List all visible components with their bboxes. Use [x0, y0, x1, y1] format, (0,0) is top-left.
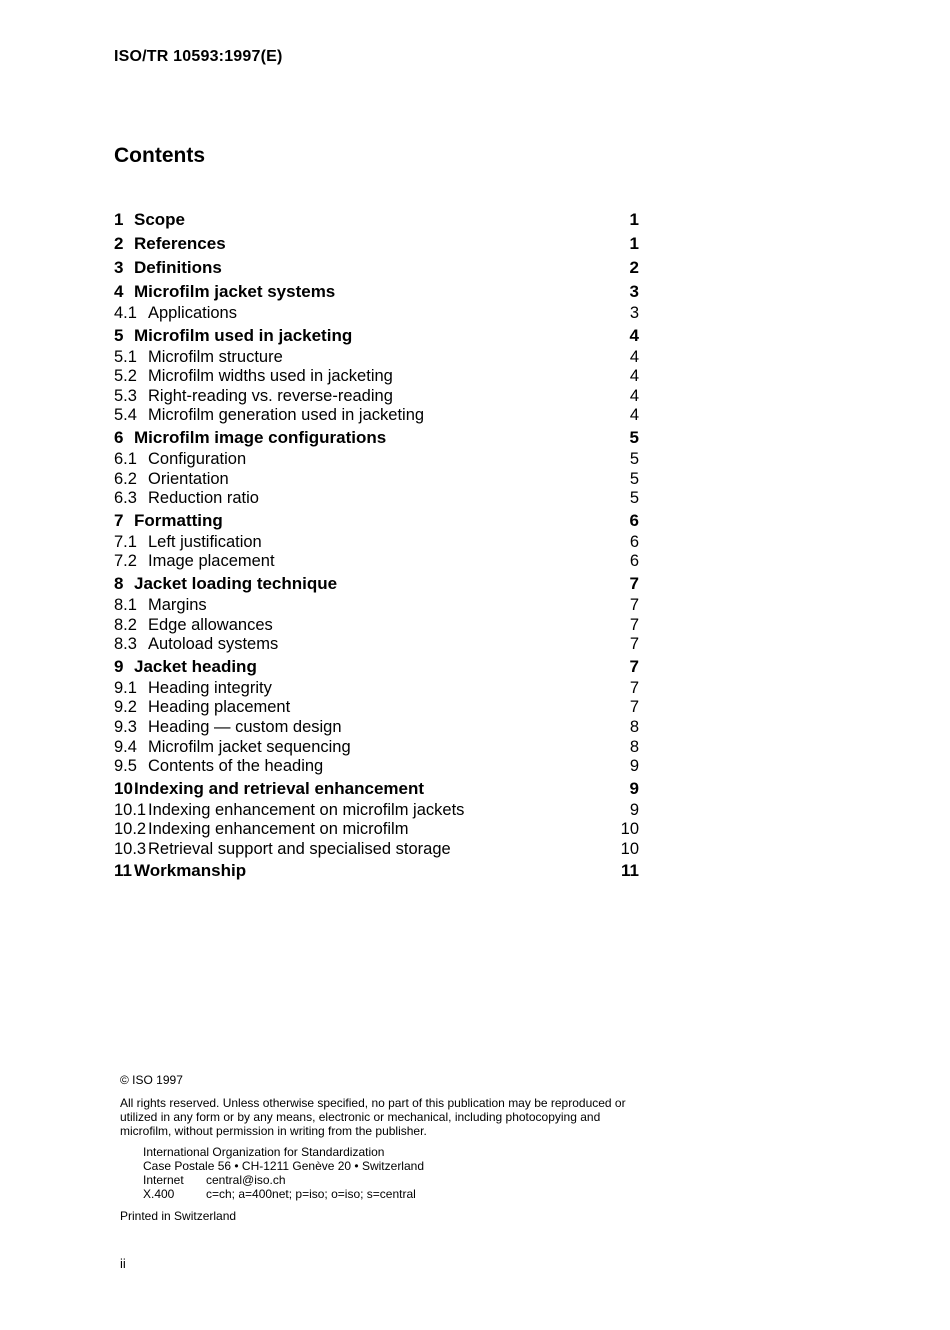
toc-entry-page: 6	[629, 510, 639, 530]
toc-entry-title	[114, 635, 278, 655]
toc-subsection-entry	[114, 489, 639, 509]
toc-subsection-entry	[114, 801, 639, 821]
printed-in: Printed in Switzerland	[120, 1209, 237, 1223]
toc-entry-number: 9.1	[114, 678, 137, 697]
toc-entry-number: 5.4	[114, 406, 137, 425]
toc-entry-page: 6	[629, 552, 639, 571]
toc-entry-number: 8.3	[114, 635, 137, 654]
toc-entry-page: 3	[629, 282, 639, 301]
toc-entry-number: 5.1	[114, 347, 137, 366]
toc-entry-number: 9.4	[114, 737, 137, 756]
toc-entry-page: 7	[629, 635, 639, 654]
toc-entry-label: Edge allowances	[148, 615, 273, 634]
toc-subsection-entry	[114, 450, 639, 470]
toc-entry-label: Formatting	[134, 510, 223, 530]
toc-subsection-entry	[114, 679, 639, 699]
toc-entry-number: 7	[114, 510, 124, 530]
toc-entry-title	[114, 801, 464, 821]
toc-entry-title	[114, 840, 451, 860]
toc-entry-title	[114, 655, 257, 679]
toc-entry-page: 4	[629, 347, 639, 366]
x400-label: X.400	[143, 1187, 175, 1201]
toc-subsection-entry	[114, 406, 639, 426]
toc-entry-label: Heading — custom design	[148, 717, 342, 736]
toc-section-entry	[114, 655, 639, 679]
organization-name: International Organization for Standardization	[143, 1145, 385, 1159]
toc-subsection-entry	[114, 840, 639, 860]
toc-entry-label: Microfilm used in jacketing	[134, 325, 353, 345]
toc-subsection-entry	[114, 616, 639, 636]
toc-entry-number: 10	[114, 778, 133, 798]
toc-subsection-entry	[114, 596, 639, 616]
toc-entry-title	[114, 777, 424, 801]
toc-subsection-entry	[114, 470, 639, 490]
toc-entry-title	[114, 450, 246, 470]
toc-entry-page: 10	[620, 820, 639, 839]
toc-entry-page: 5	[629, 427, 639, 447]
toc-entry-label: Heading integrity	[148, 678, 272, 697]
toc-entry-label: Microfilm structure	[148, 347, 283, 366]
toc-entry-number: 7.2	[114, 552, 137, 571]
toc-entry-page: 7	[629, 595, 639, 614]
toc-entry-page: 3	[629, 304, 639, 322]
toc-entry-label: Retrieval support and specialised storage	[148, 839, 451, 858]
toc-entry-page: 7	[629, 698, 639, 717]
toc-subsection-entry	[114, 304, 639, 324]
toc-entry-label: Scope	[134, 210, 186, 229]
toc-entry-label: Autoload systems	[148, 635, 279, 654]
toc-entry-label: Microfilm widths used in jacketing	[148, 367, 393, 386]
table-of-contents	[114, 208, 639, 883]
toc-entry-title	[114, 208, 185, 232]
toc-entry-page: 4	[629, 406, 639, 425]
x400-row	[143, 1187, 650, 1201]
toc-entry-number: 9	[114, 656, 124, 676]
toc-entry-page: 9	[629, 800, 639, 819]
toc-entry-title	[114, 367, 393, 387]
toc-subsection-entry	[114, 533, 639, 553]
toc-entry-number: 10.2	[114, 820, 147, 839]
x400-value: c=ch; a=400net; p=iso; o=iso; s=central	[206, 1187, 416, 1201]
toc-entry-title	[114, 552, 275, 572]
toc-entry-title	[114, 387, 393, 407]
toc-subsection-entry	[114, 820, 639, 840]
toc-entry-label: Microfilm jacket systems	[134, 282, 336, 301]
toc-section-entry	[114, 208, 639, 232]
toc-entry-title	[114, 757, 323, 777]
toc-entry-page: 4	[629, 367, 639, 386]
toc-subsection-entry	[114, 698, 639, 718]
internet-label: Internet	[143, 1173, 184, 1187]
toc-entry-page: 10	[620, 839, 639, 858]
toc-entry-label: Jacket loading technique	[134, 573, 338, 593]
toc-entry-page: 8	[629, 737, 639, 756]
toc-subsection-entry	[114, 348, 639, 368]
toc-entry-number: 7.1	[114, 532, 137, 551]
toc-entry-title	[114, 324, 352, 348]
toc-section-entry	[114, 324, 639, 348]
toc-section-entry	[114, 256, 639, 280]
toc-entry-number: 9.2	[114, 698, 137, 717]
toc-entry-number: 6	[114, 427, 124, 447]
toc-entry-label: References	[134, 234, 226, 253]
toc-entry-label: Contents of the heading	[148, 757, 324, 776]
toc-entry-title	[114, 426, 386, 450]
toc-entry-title	[114, 509, 223, 533]
toc-entry-label: Workmanship	[134, 861, 247, 881]
toc-entry-page: 4	[629, 386, 639, 405]
toc-entry-number: 6.1	[114, 449, 137, 468]
toc-subsection-entry	[114, 367, 639, 387]
toc-entry-title	[114, 718, 342, 738]
toc-entry-label: Definitions	[134, 258, 222, 277]
toc-entry-title	[114, 679, 272, 699]
toc-section-entry	[114, 859, 639, 883]
toc-entry-label: Configuration	[148, 449, 247, 468]
toc-entry-number: 8	[114, 573, 124, 593]
toc-entry-page: 2	[629, 258, 639, 277]
toc-entry-page: 9	[629, 757, 639, 776]
toc-entry-label: Jacket heading	[134, 656, 257, 676]
toc-entry-number: 1	[114, 210, 124, 229]
toc-entry-number: 9.3	[114, 717, 137, 736]
contents-title: Contents	[114, 144, 205, 167]
toc-entry-label: Microfilm jacket sequencing	[148, 737, 351, 756]
toc-entry-title	[114, 616, 273, 636]
toc-entry-number: 4.1	[114, 304, 137, 322]
toc-entry-page: 5	[629, 449, 639, 468]
toc-entry-label: Indexing enhancement on microfilm jackets	[148, 800, 465, 819]
toc-entry-number: 2	[114, 234, 124, 253]
toc-entry-title	[114, 859, 246, 883]
toc-entry-title	[114, 738, 351, 758]
toc-entry-label: Heading placement	[148, 698, 291, 717]
toc-entry-label: Microfilm image configurations	[134, 427, 387, 447]
toc-section-entry	[114, 509, 639, 533]
toc-entry-title	[114, 489, 259, 509]
toc-entry-number: 11	[114, 861, 132, 881]
toc-entry-page: 8	[629, 717, 639, 736]
toc-entry-label: Indexing enhancement on microfilm	[148, 820, 409, 839]
internet-row	[143, 1173, 650, 1187]
toc-entry-page: 5	[629, 489, 639, 508]
toc-entry-number: 3	[114, 258, 124, 277]
toc-section-entry	[114, 572, 639, 596]
copyright-block	[120, 1073, 650, 1223]
toc-entry-number: 10.1	[114, 800, 147, 819]
toc-entry-page: 11	[621, 861, 639, 881]
toc-section-entry	[114, 426, 639, 450]
toc-subsection-entry	[114, 757, 639, 777]
toc-section-entry	[114, 232, 639, 256]
toc-entry-title	[114, 572, 337, 596]
toc-entry-title	[114, 698, 290, 718]
toc-section-entry	[114, 777, 639, 801]
toc-entry-label: Right-reading vs. reverse-reading	[148, 386, 393, 405]
toc-entry-number: 8.2	[114, 615, 137, 634]
toc-entry-page: 1	[629, 210, 639, 229]
toc-entry-label: Margins	[148, 595, 207, 614]
toc-entry-number: 5	[114, 325, 124, 345]
toc-entry-number: 5.3	[114, 386, 137, 405]
toc-entry-title	[114, 304, 237, 324]
toc-entry-page: 4	[629, 325, 639, 345]
toc-entry-page: 9	[629, 778, 639, 798]
toc-entry-label: Applications	[148, 304, 237, 322]
toc-entry-label: Indexing and retrieval enhancement	[134, 778, 425, 798]
toc-entry-number: 6.3	[114, 489, 137, 508]
toc-entry-number: 8.1	[114, 595, 137, 614]
toc-entry-title	[114, 406, 424, 426]
toc-entry-title	[114, 232, 226, 256]
toc-entry-page: 7	[629, 678, 639, 697]
toc-subsection-entry	[114, 387, 639, 407]
document-id: ISO/TR 10593:1997(E)	[114, 48, 283, 65]
copyright-notice: © ISO 1997	[120, 1073, 183, 1087]
toc-subsection-entry	[114, 552, 639, 572]
toc-entry-number: 10.3	[114, 839, 147, 858]
toc-entry-page: 7	[629, 656, 639, 676]
internet-value: central@iso.ch	[206, 1173, 286, 1187]
toc-subsection-entry	[114, 738, 639, 758]
toc-entry-title	[114, 280, 335, 304]
toc-entry-title	[114, 820, 408, 840]
toc-entry-page: 1	[629, 234, 639, 253]
postal-address: Case Postale 56 • CH-1211 Genève 20 • Switzerland	[143, 1159, 424, 1173]
toc-entry-label: Reduction ratio	[148, 489, 259, 508]
page-number: ii	[120, 1256, 126, 1271]
toc-entry-page: 7	[629, 615, 639, 634]
toc-subsection-entry	[114, 718, 639, 738]
toc-entry-title	[114, 256, 222, 280]
rights-statement: All rights reserved. Unless otherwise specified, no part of this publication may be reproduced or utilized in any form or by any means, electronic or mechanical, including photocopying and microfilm, without permission in writing from the publisher.	[120, 1096, 626, 1138]
toc-section-entry	[114, 280, 639, 304]
toc-entry-label: Microfilm generation used in jacketing	[148, 406, 425, 425]
toc-entry-page: 6	[629, 532, 639, 551]
toc-entry-page: 7	[629, 573, 639, 593]
toc-entry-label: Image placement	[148, 552, 275, 571]
toc-entry-label: Orientation	[148, 469, 229, 488]
toc-entry-title	[114, 348, 283, 368]
address-block	[120, 1145, 650, 1201]
toc-entry-page: 5	[629, 469, 639, 488]
toc-entry-number: 9.5	[114, 757, 137, 776]
toc-entry-title	[114, 596, 207, 616]
toc-subsection-entry	[114, 635, 639, 655]
toc-entry-title	[114, 470, 229, 490]
toc-entry-label: Left justification	[148, 532, 262, 551]
toc-entry-title	[114, 533, 262, 553]
toc-entry-number: 4	[114, 282, 124, 301]
toc-entry-number: 5.2	[114, 367, 137, 386]
toc-entry-number: 6.2	[114, 469, 137, 488]
